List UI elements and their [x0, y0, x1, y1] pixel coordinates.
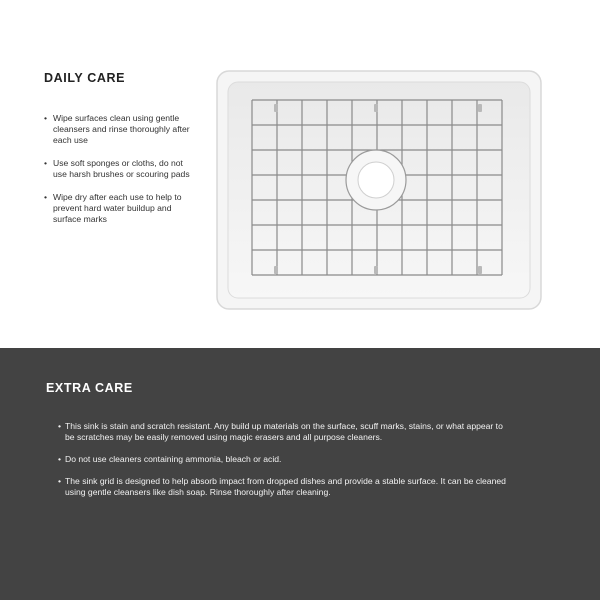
daily-care-list	[44, 113, 194, 237]
extra-care-item: • Do not use cleaners containing ammonia, bleach or acid.	[58, 454, 508, 465]
drain-hole	[358, 162, 394, 198]
grid-foot	[374, 266, 378, 274]
daily-care-title: DAILY CARE	[44, 71, 126, 85]
grid-foot	[478, 266, 482, 274]
grid-foot	[374, 104, 378, 112]
extra-care-item: • The sink grid is designed to help absorb impact from dropped dishes and provide a stable surface. It can be cleaned using gentle cleansers like dish soap. Rinse thoroughly after cleaning.	[58, 476, 508, 498]
grid-foot	[478, 104, 482, 112]
extra-care-title: EXTRA CARE	[46, 381, 133, 395]
daily-care-item: • Use soft sponges or cloths, do not use harsh brushes or scouring pads	[44, 158, 194, 180]
grid-foot	[274, 266, 278, 274]
daily-care-item: • Wipe dry after each use to help to prevent hard water buildup and surface marks	[44, 192, 194, 225]
extra-care-item: • This sink is stain and scratch resistant. Any build up materials on the surface, scuff marks, stains, or what appear to be scratches may be easily removed using magic erasers and all purpose cleaners.	[58, 421, 508, 443]
extra-care-list	[58, 421, 508, 509]
grid-foot	[274, 104, 278, 112]
daily-care-item: • Wipe surfaces clean using gentle cleansers and rinse thoroughly after each use	[44, 113, 194, 146]
sink-image	[216, 70, 542, 310]
